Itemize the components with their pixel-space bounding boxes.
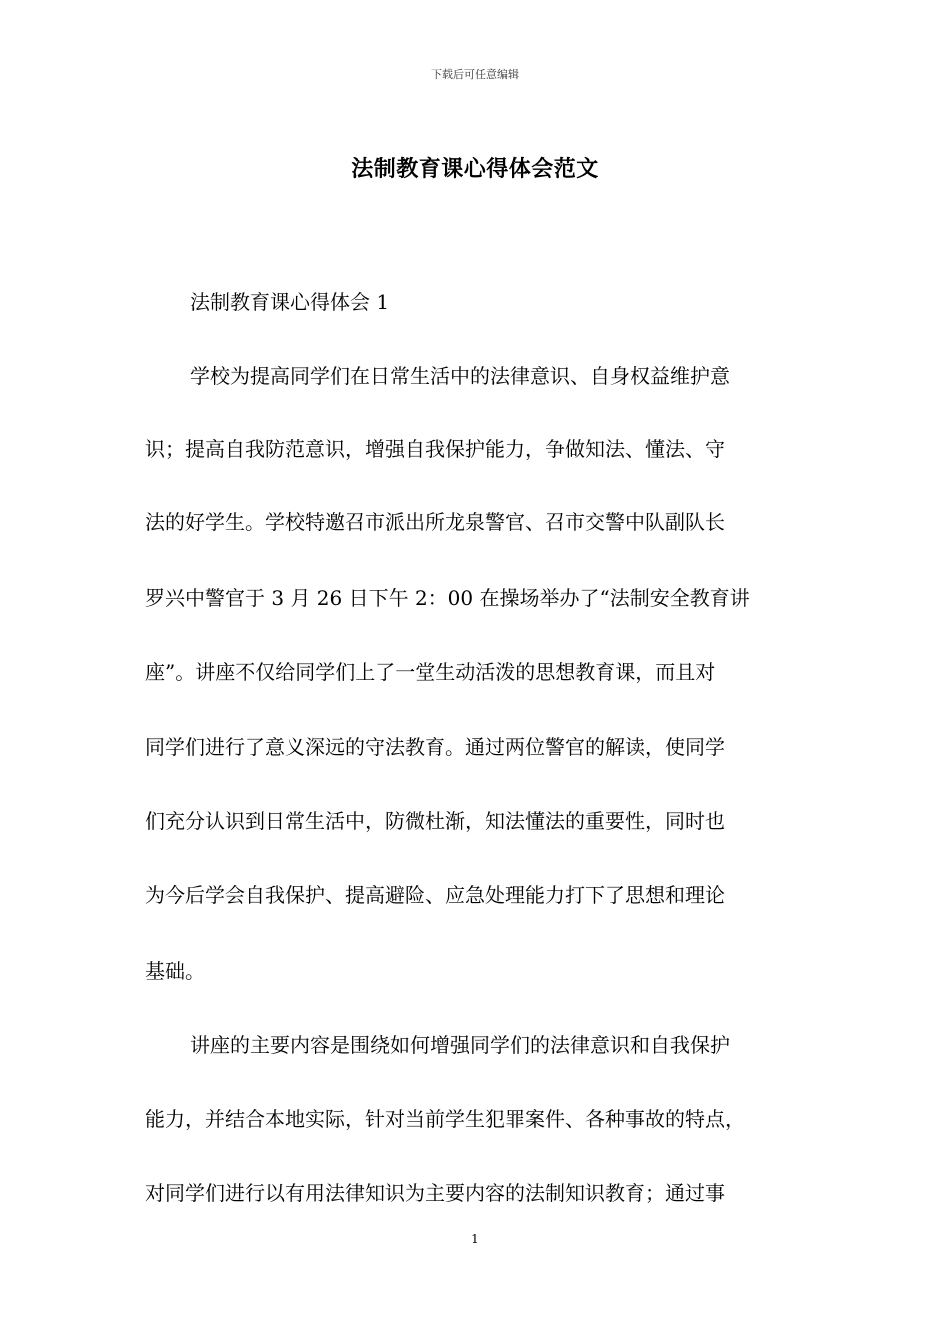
body-line: 同学们进行了意义深远的守法教育。通过两位警官的解读，使同学 [145,735,725,759]
header-note: 下载后可任意编辑 [431,68,519,81]
body-line: 法的好学生。学校特邀召市派出所龙泉警官、召市交警中队副队长 [145,510,725,534]
body-line: 识；提高自我防范意识，增强自我保护能力，争做知法、懂法、守 [145,437,725,461]
body-line: 为今后学会自我保护、提高避险、应急处理能力打下了思想和理论 [145,883,725,907]
body-line: 学校为提高同学们在日常生活中的法律意识、自身权益维护意 [190,364,730,388]
body-line: 能力，并结合本地实际，针对当前学生犯罪案件、各种事故的特点， [145,1107,745,1131]
body-line: 们充分认识到日常生活中，防微杜渐，知法懂法的重要性，同时也 [145,809,725,833]
body-line: 对同学们进行以有用法律知识为主要内容的法制知识教育；通过事 [145,1181,725,1205]
section-heading: 法制教育课心得体会 1 [190,290,390,314]
body-line: 基础。 [145,959,205,983]
body-line: 讲座的主要内容是围绕如何增强同学们的法律意识和自我保护 [190,1033,730,1057]
document-title: 法制教育课心得体会范文 [351,156,599,182]
page-number: 1 [471,1232,479,1246]
body-line: 座”。讲座不仅给同学们上了一堂生动活泼的思想教育课，而且对 [145,660,716,684]
body-line: 罗兴中警官于 3 月 26 日下午 2：00 在操场举办了“法制安全教育讲 [145,586,750,610]
